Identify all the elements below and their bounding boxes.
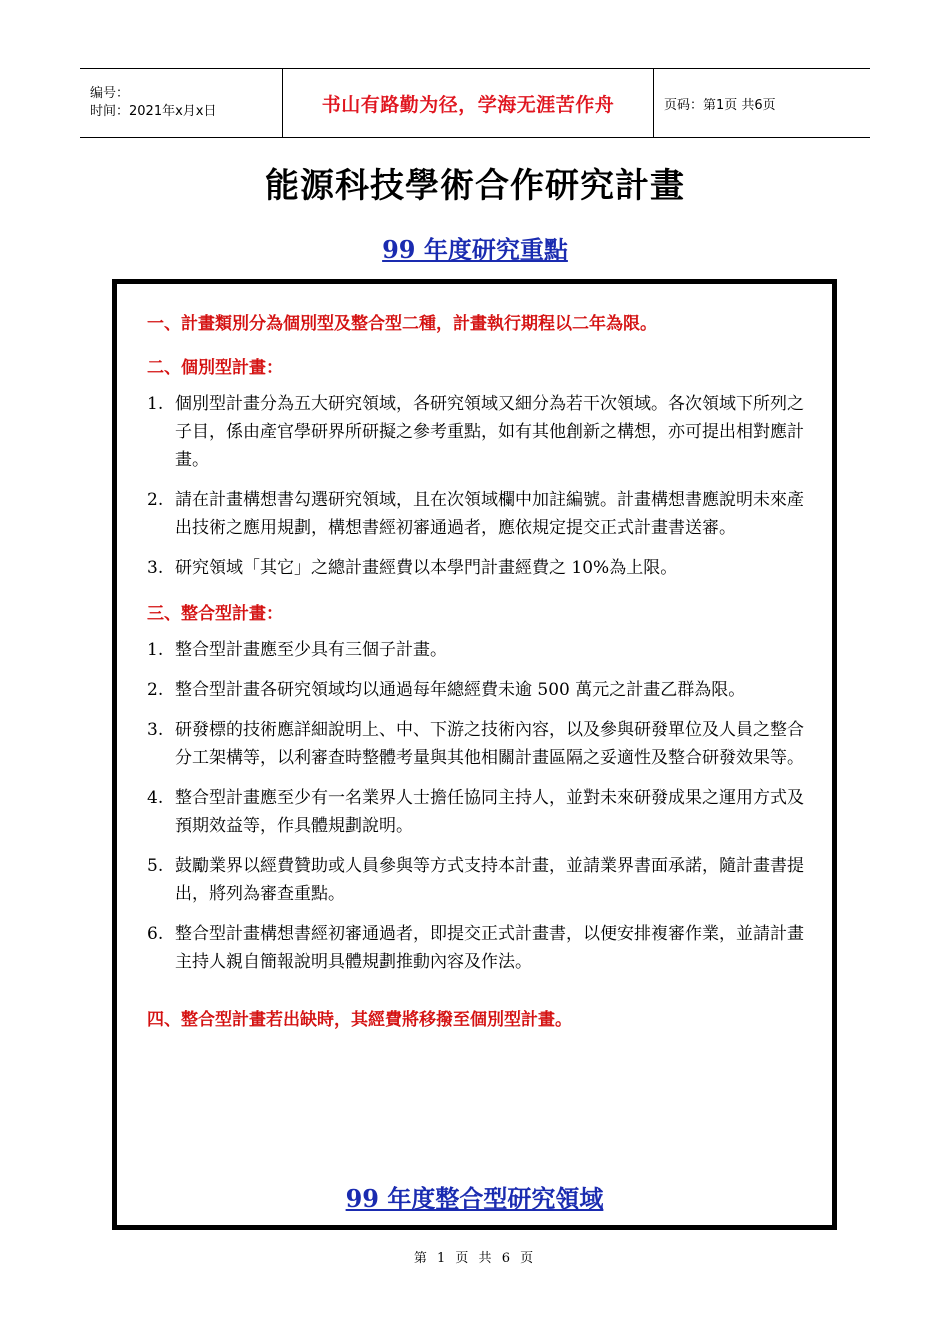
list-item <box>147 716 809 772</box>
list-item <box>147 676 809 704</box>
item-number: 5. <box>147 856 164 876</box>
content-body <box>147 310 809 1042</box>
item-text: 整合型計畫應至少具有三個子計畫。 <box>175 640 447 660</box>
list-item <box>147 390 809 474</box>
item-text: 整合型計畫構想書經初審通過者，即提交正式計畫書，以便安排複審作業，並請計畫主持人親自簡報說明具體規劃推動內容及作法。 <box>175 924 804 972</box>
list-item <box>147 852 809 908</box>
research-focus-link[interactable]: 99 年度研究重點 <box>382 235 568 264</box>
content-box <box>112 279 837 1230</box>
code-label: 编号： <box>90 86 130 101</box>
section-4: 四、整合型計畫若出缺時，其經費將移撥至個別型計畫。 <box>147 1010 572 1030</box>
page-title: 能源科技學術合作研究計畫 <box>265 166 685 206</box>
section-1: 一、計畫類別分為個別型及整合型二種，計畫執行期程以二年為限。 <box>147 314 657 334</box>
document-header <box>80 68 870 138</box>
item-number: 3. <box>147 558 164 578</box>
motto-text: 书山有路勤为径，学海无涯苦作舟 <box>321 93 615 116</box>
item-number: 3. <box>147 720 164 740</box>
list-item <box>147 784 809 840</box>
item-text: 鼓勵業界以經費贊助或人員參與等方式支持本計畫，並請業界書面承諾，隨計畫書提出，將列為審查重點。 <box>175 856 804 904</box>
item-text: 研究領域「其它」之總計畫經費以本學門計畫經費之 10%為上限。 <box>175 558 678 578</box>
page-footer: 第 1 页 共 6 页 <box>413 1251 537 1266</box>
list-item <box>147 486 809 542</box>
item-text: 研發標的技術應詳細說明上、中、下游之技術內容，以及參與研發單位及人員之整合分工架構等，以利審查時整體考量與其他相關計畫區隔之妥適性及整合研發效果等。 <box>175 720 804 768</box>
item-text: 整合型計畫應至少有一名業界人士擔任協同主持人，並對未來研發成果之運用方式及預期效益等，作具體規劃說明。 <box>175 788 804 836</box>
section-2-heading: 二、個別型計畫： <box>147 358 283 378</box>
item-text: 個別型計畫分為五大研究領域，各研究領域又細分為若干次領域。各次領域下所列之子目，係由產官學研界所研擬之參考重點，如有其他創新之構想，亦可提出相對應計畫。 <box>175 394 804 470</box>
list-item <box>147 636 809 664</box>
item-number: 1. <box>147 394 164 414</box>
item-text: 請在計畫構想書勾選研究領域，且在次領域欄中加註編號。計畫構想書應說明未來產出技術之應用規劃，構想書經初審通過者，應依規定提交正式計畫書送審。 <box>175 490 804 538</box>
integrated-research-link[interactable]: 99 年度整合型研究領域 <box>345 1184 604 1213</box>
header-motto <box>282 69 654 137</box>
page-info-text: 页码：第1页 共6页 <box>664 97 776 113</box>
header-page-info <box>654 69 870 137</box>
header-meta <box>80 69 282 137</box>
item-text: 整合型計畫各研究領域均以通過每年總經費未逾 500 萬元之計畫乙群為限。 <box>175 680 746 700</box>
time-label: 时间：2021年x月x日 <box>90 104 217 119</box>
item-number: 1. <box>147 640 164 660</box>
list-item <box>147 920 809 976</box>
item-number: 4. <box>147 788 164 808</box>
list-item <box>147 554 809 582</box>
item-number: 2. <box>147 680 164 700</box>
item-number: 2. <box>147 490 164 510</box>
section-3-heading: 三、整合型計畫： <box>147 604 283 624</box>
item-number: 6. <box>147 924 164 944</box>
